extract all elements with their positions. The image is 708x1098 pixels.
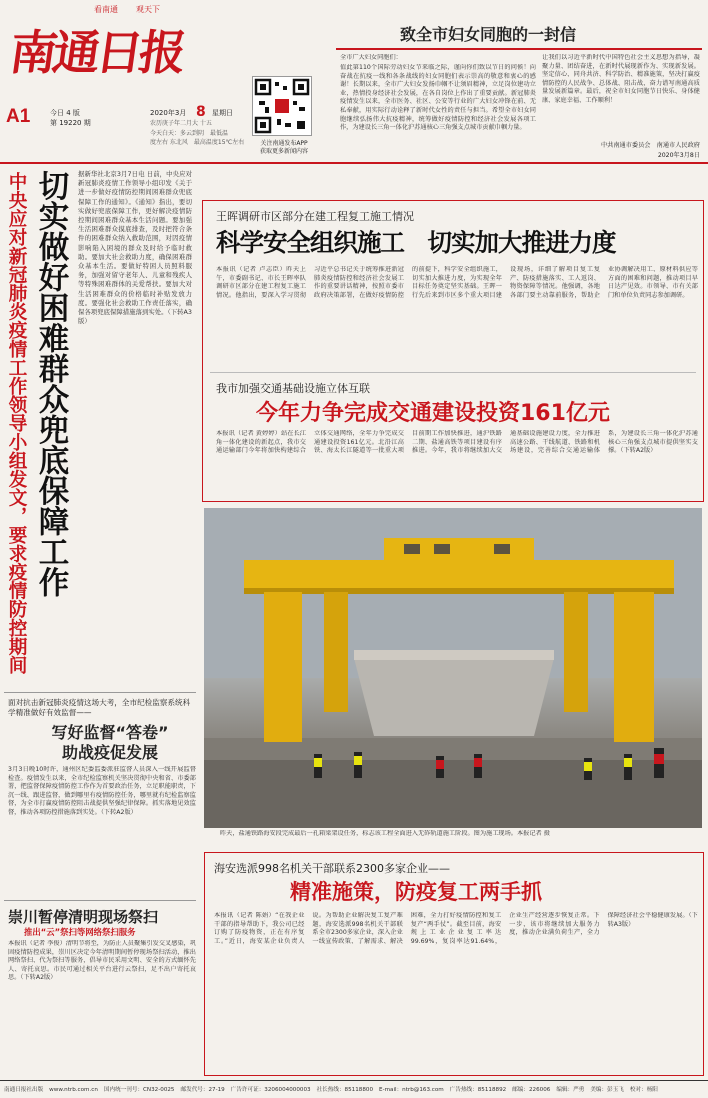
footer-email[interactable]: E-mail：ntrb@163.com	[379, 1087, 444, 1093]
haian-kicker: 海安选派998名机关干部联系2300多家企业——	[214, 862, 450, 875]
qr-code[interactable]	[252, 76, 312, 136]
qingming-body: 本报讯（记者 李俊）清明节将至，为防止人员聚集引发交叉感染，巩固疫情防控成果，崇川区决定今年清明期间暂停现场祭扫活动，推出网络祭扫、代为祭扫等服务，倡导市民采用文明、安全的方式缅怀先人、寄托哀思。市民可通过相关平台进行云祭扫，足不出户寄托哀思。（下转A2版）	[8, 940, 196, 982]
construction-body: 本报讯（记者 卢志臣）昨天上午，市委副书记、市长王晖率队调研市区部分在建工程复工施工情况。他指出，要深入学习贯彻习近平总书记关于统筹推进新冠肺炎疫情防控和经济社会发展工作的重要讲话精神，按照市委市政府决策部署，在做好疫情防控的前提下，科学安全组织施工，切实加大推进力度，为实现全年目标任务奠定坚实基础。王晖一行先后来到市区多个重大项目建设现场，详细了解项目复工复产、防疫措施落实、工人返岗、物资保障等情况。他强调，各地各部门要主动靠前服务，帮助企业协调解决用工、原材料供应等方面的困难和问题，推动项目早日达产见效。市领导、市有关部门和单位负责同志参加调研。	[216, 266, 698, 299]
footer-postal-code: 邮发代号：27-19	[180, 1087, 225, 1093]
qingming-subtitle: 推出“云”祭扫等网络祭扫服务	[24, 927, 136, 937]
edition-issue: 第 19220 期	[50, 119, 91, 127]
supervision-body: 3月3日晚10时许，通州区纪委监委派驻监督人员深入一线开展监督检查。疫情发生以来，全市纪检监察机关坚决贯彻中央和省、市委部署，把监督保障疫情防控工作作为首要政治任务，立足职能职责，下沉一线、跟进监督，做到哪里有疫情防控任务，哪里就有纪检监察监督，为全市打赢疫情防控阻击战提供坚强纪律保障。抓实落地见效监督，推动各项防控措施落到实处。（下转A2版）	[8, 766, 196, 816]
haian-body: 本报讯（记者 陈娟）“在我企业干部的指导帮助下，我公司已经订购了防疫物资，正在有序复工。”近日，海安某企业负责人说。为帮助企业解决复工复产难题，海安选派998名机关干部联系全市2300多家企业，深入企业一线宣传政策、了解需求、解决困难，全力打好疫情防控和复工复产“两手仗”。截至目前，海安规上工业企业复工率达99.69%，复岗率达91.64%，企业生产经营逐步恢复正常。下一步，该市将继续加大服务力度，推动企业满负荷生产，全力保障经济社会平稳健康发展。（下转A3版）	[214, 912, 698, 945]
supervision-headline-2: 助战疫促发展	[61, 743, 158, 762]
footer-ad-license: 广告许可证：3206004000003	[230, 1087, 311, 1093]
footer-editor: 编辑：严勇	[556, 1087, 585, 1093]
letter-body-right: 让我们以习近平新时代中国特色社会主义思想为指导，凝聚力量、团结奋进，在新时代展现新作为、实现新发展。坚定信心、同舟共济、科学防治、精准施策，坚决打赢疫情防控的人民战争、总体战、阻击战，奋力谱写南通高质量发展新篇章。最后，祝全市妇女同胞节日快乐、身体健康、家庭幸福、工作顺利！	[542, 54, 700, 104]
footer-publisher: 南通日报社出版	[4, 1087, 44, 1093]
letter-title: 致全市妇女同胞的一封信	[400, 25, 577, 44]
supervision-kicker: 面对抗击新冠肺炎疫情这场大考，全市纪检监察系统科学精准做好有效监督——	[8, 698, 191, 717]
lunar-date: 农历庚子年二月大 十五	[150, 120, 212, 127]
footer-ad-hotline: 广告热线：85118892	[449, 1087, 507, 1093]
issue-date: 2020年3月	[150, 109, 187, 117]
letter-body: 值此第110个国际劳动妇女节来临之际，谨向你们致以节日的问候！向奋战在抗疫一线和各条战线的妇女同胞们表示崇高的敬意和衷心的感谢！长期以来，全市广大妇女发扬巾帼不让须眉精神，立足岗位建功立业，热情投身经济社会发展，在各自岗位上作出了重要贡献。新冠肺炎疫情发生以来，全市医务、社区、公安等行业的广大妇女冲锋在前、无私奉献，用实际行动诠释了新时代女性的责任与担当。希望全市妇女同胞继续弘扬伟大抗疫精神，统筹做好疫情防控和经济社会发展各项工作，为建设长三角一体化沪苏通核心三角强支点城市贡献巾帼力量。	[340, 64, 536, 132]
supervision-headline: 写好监督“答卷”	[51, 723, 169, 742]
lead-subtitle: 中央应对新冠肺炎疫情工作领导小组发文，要求疫情防控期间	[6, 172, 27, 675]
footer-proofreader: 校对：杨阳	[629, 1087, 658, 1093]
edition-prefix: A1	[6, 106, 31, 127]
footer-hotline: 社长热线：85118800	[316, 1087, 374, 1093]
supervision-top-rule	[4, 692, 196, 693]
photo-caption: 昨天，盐通铁路海安段完成最后一孔箱梁架设任务，标志该工程全面进入无砟轨道施工阶段。图为施工现场。本报记者 摄	[220, 830, 550, 837]
construction-photo[interactable]	[204, 508, 702, 828]
letter-signature: 中共南通市委员会 南通市人民政府	[601, 142, 700, 149]
weather-line-2: 度左右 东北风 最高温度15℃左右	[150, 139, 245, 146]
letter-greeting: 全市广大妇女同胞们：	[340, 54, 402, 61]
issue-weekday: 星期日	[212, 109, 233, 117]
transport-body: 本报讯（记者 黄婷婷）站在长江角一体化建设的新起点，我市交通运输部门今年将加快构建综合立体交通网络，全年力争完成交通建设投资161亿元。北沿江高铁、海太长江隧道等一批重大项目前期工作加快推进，通沪铁路二期、盐通高铁等项目建设有序推进。今年，我市将继续加大交通基础设施建设力度，全力推进高速公路、干线航道、铁路和机场建设，完善综合交通运输体系，为建设长三角一体化沪苏通核心三角强支点城市提供坚实支撑。（下转A2版）	[216, 430, 698, 455]
newspaper-logo: 南通日报	[6, 26, 186, 81]
haian-headline: 精准施策，防疫复工两手抓	[290, 879, 542, 904]
transport-kicker: 我市加强交通基础设施立体互联	[216, 382, 370, 395]
lead-body: 据新华社北京3月7日电 日前，中央应对新冠肺炎疫情工作领导小组印发《关于进一步做好疫情防控期间困难群众兜底保障工作的通知》。《通知》指出，要切实做好兜底保障工作，更好解决疫情防控期间困难群众基本生活问题。要加强生活困难群众摸底排查，及时把符合条件的困难群众纳入救助范围，对因疫情影响陷入困境的群众及时给予临时救助。要加大社会救助力度，确保困难群众基本生活。要做好特困人员照料服务，加强对留守老年人、儿童和残疾人等特殊困难群体的关爱帮扶。要加大对生活困难群众的价格临时补贴发放力度。要强化社会救助工作责任落实，确保各项兜底保障措施落到实处。（下转A3版）	[78, 170, 192, 326]
issue-day: 8	[196, 104, 206, 120]
edition-pages: 今日 4 版	[50, 109, 80, 117]
masthead-divider	[0, 162, 708, 164]
qingming-top-rule	[4, 900, 196, 901]
masthead-slogan-2: 观天下	[136, 5, 160, 14]
qr-caption-1: 关注南通发布APP	[260, 140, 308, 147]
transport-headline: 今年力争完成交通建设投资161亿元	[256, 401, 610, 426]
weather-line-1: 今天白天：多云到阴 最低温	[150, 130, 229, 137]
footer-zip: 邮编：226006	[512, 1087, 551, 1093]
footer-bar	[4, 1084, 704, 1096]
letter-title-rule	[336, 48, 702, 50]
footer-website[interactable]: www.ntrb.com.cn	[49, 1087, 98, 1093]
letter-date: 2020年3月8日	[657, 152, 700, 159]
footer-designer: 美编：彭玉飞	[590, 1087, 624, 1093]
construction-kicker: 王晖调研市区部分在建工程复工施工情况	[216, 210, 414, 223]
lead-headline: 切实做好困难群众兜底保障工作	[33, 170, 69, 597]
footer-rule	[0, 1080, 708, 1081]
masthead-slogan-1: 看南通	[94, 5, 118, 14]
qingming-headline: 崇川暂停清明现场祭扫	[8, 908, 159, 926]
construction-headline: 科学安全组织施工 切实加大推进力度	[216, 228, 616, 257]
footer-issn: 国内统一刊号：CN32-0025	[103, 1087, 175, 1093]
construction-divider	[210, 372, 696, 373]
qr-caption-2: 获取更多新闻内容	[259, 148, 308, 155]
